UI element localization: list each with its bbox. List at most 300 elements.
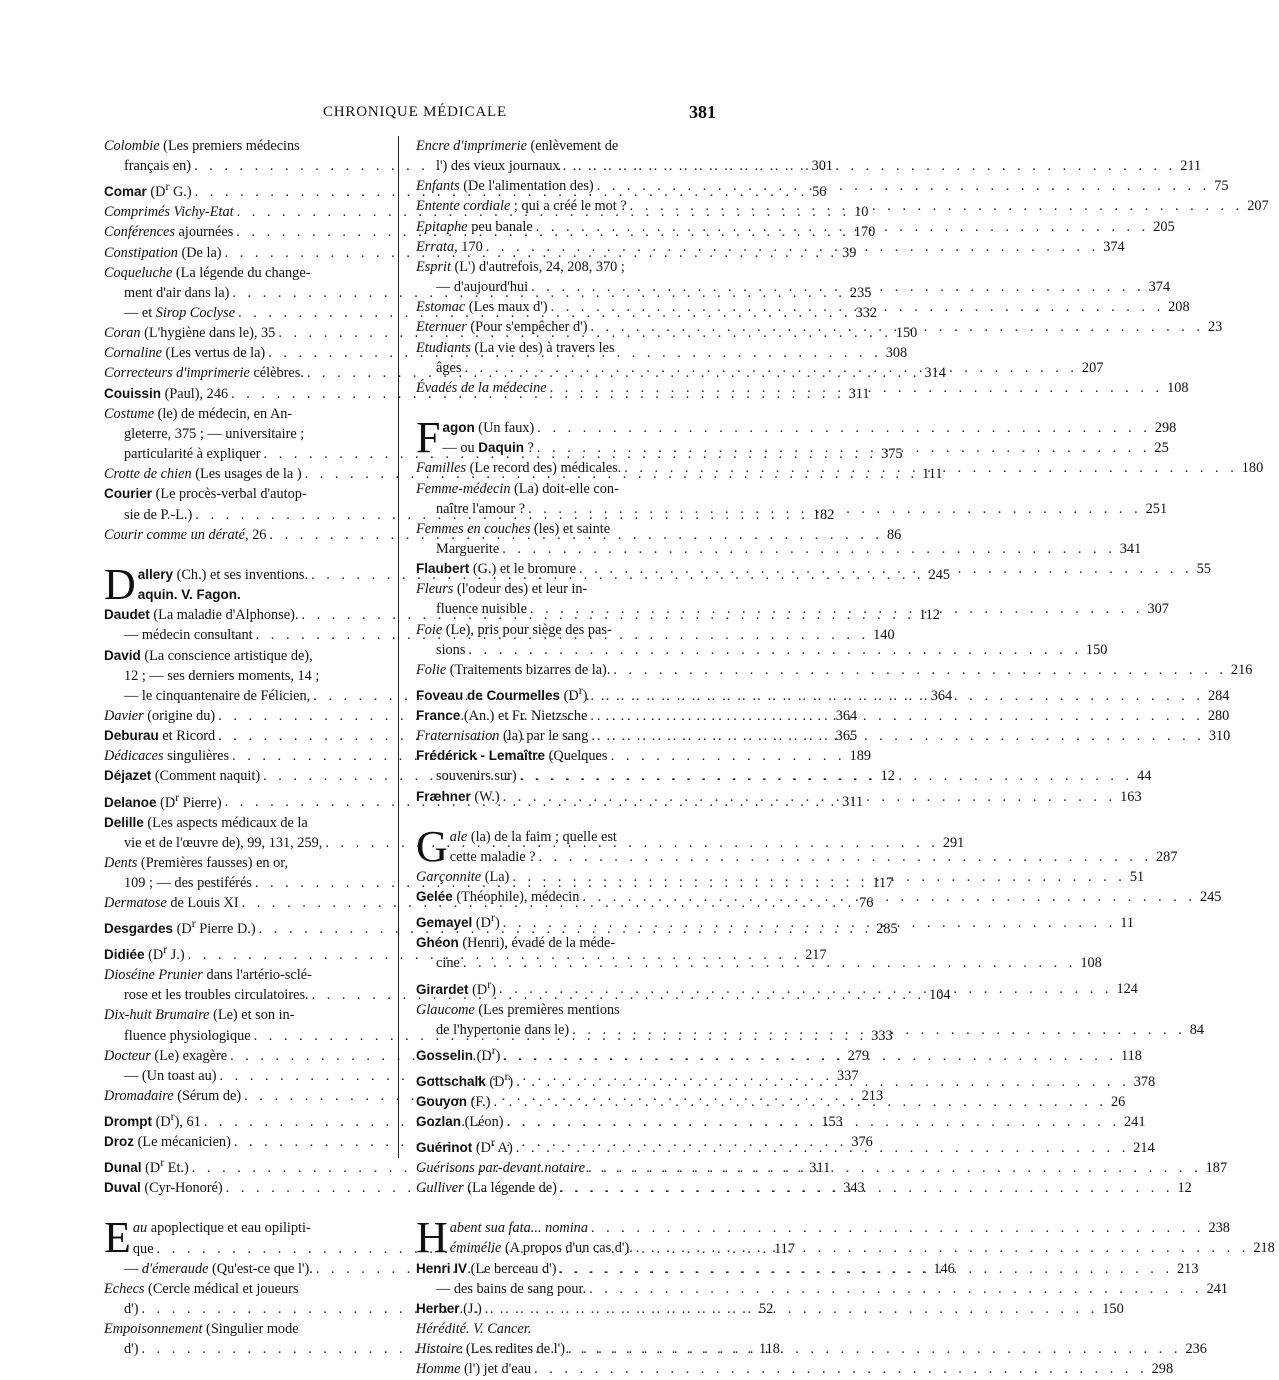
- index-entry-line: [416, 539, 1142, 559]
- entry-text: Hérédité. V. Cancer.: [416, 1321, 532, 1338]
- entry-text: Daudet (La maladie d'Alphonse).: [104, 607, 299, 624]
- entry-page-number: 52: [759, 1301, 774, 1318]
- entry-text: Comar ($D^r$ G.): [104, 179, 192, 201]
- entry-text: Frédérick - Lemaître (Quelques: [416, 748, 608, 765]
- dot-leader: [565, 1339, 1182, 1359]
- dot-leader: [499, 539, 1116, 559]
- entry-page-number: 241: [1124, 1113, 1146, 1130]
- index-entry-line: [416, 660, 1253, 680]
- entry-text: Empoisonnement (Singulier mode: [104, 1321, 299, 1338]
- entry-text: 12 ; — ses derniers moments, 14 ;: [124, 667, 320, 684]
- entry-page-number: 251: [1145, 500, 1168, 517]
- entry-text: — d'émeraude (Qu'est-ce que l').: [124, 1260, 313, 1277]
- entry-text: gleterre, 375 ; — universitaire ;: [124, 425, 305, 442]
- entry-text: Fræhner (W.): [416, 788, 500, 805]
- index-entry-line: [104, 484, 386, 504]
- entry-page-number: 298: [1154, 420, 1177, 437]
- entry-text: Deburau et Ricord: [104, 728, 216, 745]
- entry-text: Guérisons par-devant notaire: [416, 1159, 586, 1176]
- entry-text: Drompt $(D^r)$, 61: [104, 1109, 201, 1131]
- entry-text: — d'aujourd'hui: [436, 279, 529, 296]
- entry-text: Dunal ($D^r$ Et.): [104, 1155, 189, 1177]
- entry-page-number: 104: [929, 987, 951, 1004]
- entry-text: fluence nuisible: [436, 601, 527, 618]
- dot-leader: [610, 660, 1227, 680]
- entry-page-number: 187: [1205, 1159, 1228, 1176]
- entry-text: Conférences ajournées: [104, 224, 234, 241]
- entry-text: Droz (Le mécanicien): [104, 1134, 231, 1151]
- index-entry-line: [104, 666, 386, 686]
- entry-text: Gulliver (La légende de): [416, 1180, 557, 1197]
- column-divider: [398, 136, 399, 1158]
- entry-page-number: 140: [873, 627, 895, 644]
- index-entry-line: [449, 847, 1178, 867]
- entry-page-number: 205: [1153, 218, 1175, 235]
- entry-page-number: 375: [881, 446, 903, 463]
- entry-text: Crotte de chien (Les usages de la ): [104, 466, 302, 483]
- index-entry: [416, 257, 700, 277]
- drop-initial: H: [416, 1213, 448, 1263]
- drop-initial: F: [416, 413, 441, 463]
- entry-page-number: 235: [849, 284, 872, 301]
- entry-text: Évadés de la médecine: [416, 379, 547, 396]
- entry-text: naître l'amour ?: [436, 500, 526, 517]
- page-header: [0, 104, 800, 126]
- index-entry-line: [416, 338, 700, 358]
- dot-leader: [460, 953, 1077, 973]
- entry-text: Courir comme un dératé, 26: [104, 526, 267, 543]
- letter-section-gap: [416, 398, 700, 418]
- index-entry-line: [442, 418, 1177, 438]
- index-entry-line: [416, 479, 700, 499]
- entry-page-number: 311: [848, 385, 870, 402]
- letter-section-gap: [104, 1198, 386, 1218]
- index-entry-line: [416, 620, 700, 640]
- entry-text: Didiée ($D^r$ J.): [104, 942, 185, 963]
- dot-leader: [587, 706, 1204, 726]
- entry-page-number: 11: [1120, 915, 1134, 932]
- dot-leader: [517, 766, 1134, 786]
- entry-page-number: 213: [861, 1088, 884, 1105]
- entry-text: ment d'air dans la): [124, 284, 230, 301]
- dot-leader: [534, 438, 1151, 458]
- entry-page-number: 279: [847, 1047, 870, 1064]
- entry-text: aquin. V. Fagon.: [137, 587, 241, 603]
- dot-leader: [576, 559, 1193, 579]
- dot-leader: [557, 1178, 1174, 1198]
- entry-page-number: 51: [1129, 869, 1145, 886]
- index-entry: [416, 1359, 1174, 1379]
- dot-leader: [534, 418, 1151, 438]
- entry-text: Homme (l') jet d'eau: [416, 1361, 532, 1378]
- entry-page-number: 170: [853, 224, 876, 241]
- entry-page-number: 189: [849, 748, 872, 765]
- index-entry-line: [104, 965, 386, 985]
- entry-page-number: 84: [1189, 1021, 1205, 1038]
- dot-leader: [594, 176, 1211, 196]
- entry-page-number: 44: [1137, 768, 1152, 785]
- index-entry-line: [104, 263, 386, 283]
- entry-page-number: 280: [1207, 707, 1230, 724]
- entry-text: Duval (Cyr-Honoré): [104, 1180, 223, 1197]
- entry-text: France (An.) et Fr. Nietzsche: [416, 707, 588, 724]
- entry-page-number: 245: [1199, 889, 1222, 906]
- entry-text: Enfants (De l'alimentation des): [416, 178, 594, 195]
- dot-leader: [500, 787, 1117, 807]
- index-entry-line: [450, 827, 700, 847]
- entry-page-number: 364: [835, 707, 858, 724]
- entry-page-number: 238: [1208, 1220, 1230, 1237]
- entry-text: l') des vieux journaux: [436, 158, 560, 175]
- entry-text: Couissin (Paul), 246: [104, 385, 229, 402]
- entry-page-number: 378: [1133, 1073, 1156, 1090]
- entry-text: émimélie (A propos d'un cas d').: [449, 1240, 633, 1257]
- entry-text: que: [132, 1240, 154, 1257]
- entry-text: Gemayel $(D^r)$: [416, 910, 500, 932]
- entry-text: cette maladie ?: [449, 848, 536, 865]
- dot-leader: [585, 1158, 1202, 1178]
- index-entry-line: [416, 257, 700, 277]
- dot-leader: [633, 1238, 1250, 1258]
- dot-leader: [588, 1218, 1205, 1238]
- dot-leader: [560, 156, 1177, 176]
- entry-page-number: 25: [1154, 440, 1169, 457]
- entry-text: Dermatose de Louis XI: [104, 895, 239, 912]
- index-entry-line: [104, 1319, 386, 1339]
- entry-text: Coran (L'hygiène dans le), 35: [104, 325, 276, 342]
- entry-text: au apoplectique et eau opilipti-: [132, 1220, 311, 1237]
- index-entry-line: [104, 404, 386, 424]
- entry-text: Docteur (Le) exagère: [104, 1047, 228, 1064]
- entry-page-number: 118: [759, 1341, 780, 1358]
- entry-page-number: 180: [1241, 460, 1264, 477]
- entry-page-number: 311: [809, 1160, 831, 1177]
- index-entry-line: [104, 136, 386, 156]
- entry-text: Flaubert (G.) et le bromure: [416, 561, 577, 578]
- index-entry-line: [104, 646, 386, 666]
- dot-leader: [525, 499, 1142, 519]
- dot-leader: [579, 887, 1196, 907]
- entry-text: cine: [436, 955, 460, 972]
- entry-text: Foveau de Courmelles $(D^r)$: [416, 683, 588, 704]
- index-entry: [416, 1279, 1229, 1299]
- entry-page-number: 291: [942, 834, 965, 851]
- dot-leader: [531, 1359, 1148, 1379]
- entry-text: Dédicaces singulières: [104, 748, 230, 765]
- entry-text: Gelée (Théophile), médecin: [416, 889, 580, 906]
- entry-page-number: 310: [1208, 728, 1231, 745]
- entry-page-number: 298: [1151, 1361, 1174, 1378]
- entry-page-number: 108: [1080, 955, 1102, 972]
- entry-text: Femme-médecin (La) doit-elle con-: [416, 480, 619, 497]
- entry-text: Estomac (Les maux d'): [416, 299, 548, 316]
- entry-text: Femmes en couches (les) et sainte: [416, 520, 611, 537]
- entry-text: d'): [124, 1341, 139, 1358]
- entry-page-number: 241: [1206, 1280, 1229, 1297]
- dot-leader: [500, 913, 1117, 933]
- index-entry: [416, 1319, 700, 1339]
- entry-text: allery (Ch.) et ses inventions.: [137, 566, 309, 583]
- index-entry: [416, 660, 1253, 680]
- dot-leader: [496, 979, 1113, 999]
- entry-text: de l'hypertonie dans le): [436, 1021, 570, 1038]
- drop-initial: E: [104, 1213, 131, 1263]
- letter-section-gap: [416, 807, 700, 827]
- entry-page-number: 341: [1119, 540, 1142, 557]
- dot-leader: [527, 599, 1144, 619]
- entry-page-number: 108: [1167, 379, 1189, 396]
- dot-leader: [569, 1020, 1186, 1040]
- dot-leader: [465, 640, 1082, 660]
- dot-leader: [500, 1046, 1117, 1066]
- entry-text: Dix-huit Brumaire (Le) et son in-: [104, 1007, 295, 1024]
- drop-initial: D: [104, 559, 136, 609]
- entry-text: sie de P.-L.): [124, 506, 193, 523]
- entry-page-number: 112: [918, 607, 940, 624]
- entry-page-number: 284: [1207, 687, 1230, 704]
- entry-page-number: 337: [837, 1067, 859, 1084]
- entry-text: Ghéon (Henri), évadé de la méde-: [416, 935, 616, 952]
- index-entry-line: [416, 1359, 1174, 1379]
- index-entry-line: [416, 746, 700, 766]
- dot-leader: [557, 1259, 1174, 1279]
- index-entry-line: [104, 424, 386, 444]
- entry-text: Folie (Traitements bizarres de la).: [416, 661, 611, 678]
- letter-section-gap: [416, 1198, 700, 1218]
- index-entry-line: [104, 1279, 386, 1299]
- dot-leader: [627, 196, 1244, 216]
- index-entry-line: [104, 853, 386, 873]
- entry-page-number: 365: [835, 728, 858, 745]
- entry-text: particularité à expliquer: [124, 446, 261, 463]
- entry-text: 109 ; — des pestiférés: [124, 875, 252, 891]
- dot-leader: [621, 458, 1238, 478]
- entry-page-number: 39: [842, 244, 857, 261]
- entry-text: — (Un toast au): [124, 1067, 217, 1084]
- dot-leader: [528, 277, 1145, 297]
- index-entry-line: [416, 1319, 700, 1339]
- dot-leader: [547, 378, 1164, 398]
- entry-text: Histoire (Les redites de l'): [416, 1341, 565, 1358]
- entry-page-number: 146: [933, 1260, 955, 1277]
- entry-text: fluence physiologique: [124, 1027, 251, 1044]
- entry-text: Eternuer (Pour s'empêcher d'): [416, 319, 588, 336]
- entry-text: Gozlan (Léon): [416, 1113, 504, 1130]
- dot-leader: [548, 297, 1165, 317]
- entry-text: Coqueluche (La légende du change-: [104, 264, 311, 281]
- index-entry-line: [133, 1218, 386, 1238]
- entry-page-number: 124: [1116, 981, 1138, 998]
- entry-text: Fraternisation (la) par le sang: [416, 728, 589, 745]
- entry-text: vie et de l'œuvre de), 99, 131, 259,: [124, 834, 323, 851]
- entry-page-number: 55: [1196, 561, 1211, 578]
- entry-text: Cornaline (Les vertus de la): [104, 345, 266, 362]
- entry-text: Delanoe ($D^r$ Pierre): [104, 789, 222, 811]
- entry-text: Gosselin $(D^r)$: [416, 1042, 501, 1064]
- entry-page-number: 111: [922, 466, 943, 483]
- index-entry-line: [416, 640, 1108, 660]
- entry-page-number: 374: [1148, 279, 1171, 296]
- entry-text: Dioséine Prunier dans l'artério-sclé-: [104, 967, 312, 984]
- entry-page-number: 301: [811, 158, 834, 175]
- entry-page-number: 307: [1147, 601, 1169, 618]
- dot-leader: [490, 1092, 1107, 1112]
- entry-text: Guérinot ($D^r$ A): [416, 1135, 513, 1156]
- entry-text: Desgardes ($D^r$ Pierre D.): [104, 916, 256, 938]
- entry-text: Constipation (De la): [104, 244, 222, 261]
- index-entry-line: [416, 933, 700, 953]
- dot-leader: [513, 1138, 1130, 1158]
- entry-page-number: 75: [1214, 178, 1229, 195]
- entry-text: Epitaphe peu banale: [416, 218, 533, 235]
- entry-text: Familles (Le record des) médicales.: [416, 460, 622, 477]
- entry-page-number: 56: [812, 184, 827, 201]
- letter-section-gap: [104, 545, 386, 565]
- index-entry-line: [416, 136, 700, 156]
- entry-text: Comprimés Vichy-Etat: [104, 204, 234, 221]
- entry-text: français en): [124, 158, 192, 175]
- entry-page-number: 150: [895, 325, 918, 342]
- entry-page-number: 182: [812, 506, 835, 523]
- entry-text: Henri IV (Le berceau d'): [416, 1260, 557, 1277]
- entry-text: Foie (Le), pris pour siège des pas-: [416, 621, 612, 638]
- entry-page-number: 218: [1253, 1240, 1275, 1257]
- entry-text: Courier (Le procès-verbal d'autop-: [104, 486, 307, 503]
- dot-leader: [513, 1072, 1130, 1092]
- index-entry-line: [416, 1000, 700, 1020]
- entry-page-number: 376: [851, 1134, 873, 1151]
- index-entry-line: [449, 1218, 1230, 1238]
- entry-page-number: 333: [871, 1027, 893, 1044]
- entry-text: Fleurs (l'odeur des) et leur in-: [416, 581, 588, 598]
- entry-page-number: 245: [928, 566, 951, 583]
- entry-page-number: 211: [1180, 158, 1202, 175]
- entry-page-number: 150: [1102, 1300, 1124, 1317]
- dot-leader: [504, 1112, 1121, 1132]
- entry-page-number: 150: [1085, 641, 1108, 658]
- entry-page-number: 216: [1230, 661, 1253, 678]
- dot-leader: [588, 317, 1205, 337]
- entry-text: Dromadaire (Sérum de): [104, 1088, 242, 1105]
- index-entry-line: [138, 585, 386, 605]
- entry-text: rose et les troubles circulatoires.: [124, 987, 309, 1004]
- entry-text: Gottschalk $(D^r)$: [416, 1068, 514, 1090]
- entry-text: ale (la) de la faim ; quelle est: [449, 828, 617, 845]
- entry-text: Esprit (L') d'autrefois, 24, 208, 370 ;: [416, 258, 625, 275]
- entry-page-number: 332: [855, 305, 878, 322]
- drop-initial: G: [416, 821, 448, 871]
- entry-page-number: 285: [876, 921, 898, 938]
- entry-text: Marguerite: [436, 540, 500, 557]
- entry-text: — et Sirop Coclyse: [124, 305, 236, 322]
- entry-text: Entente cordiale ; qui a créé le mot ?: [416, 198, 627, 215]
- entry-text: Herber (J.): [416, 1300, 482, 1317]
- page-number: 381: [689, 102, 716, 122]
- entry-page-number: 213: [1177, 1260, 1199, 1277]
- entry-page-number: 86: [886, 526, 902, 543]
- dot-leader: [536, 847, 1153, 867]
- entry-text: Echecs (Cercle médical et joueurs: [104, 1280, 299, 1297]
- index-entry-line: [416, 579, 700, 599]
- entry-text: abent sua fata... nomina: [449, 1220, 588, 1237]
- entry-page-number: 207: [1081, 359, 1104, 376]
- entry-page-number: 12: [1177, 1180, 1192, 1197]
- entry-page-number: 207: [1247, 198, 1269, 215]
- entry-page-number: 314: [924, 365, 946, 382]
- entry-page-number: 374: [1103, 238, 1125, 255]
- entry-page-number: 26: [1111, 1093, 1126, 1110]
- entry-text: Gouyon (F.): [416, 1093, 491, 1110]
- entry-page-number: 163: [1120, 788, 1142, 805]
- entry-page-number: 76: [859, 895, 874, 912]
- dot-leader: [482, 1299, 1099, 1319]
- entry-text: Costume (le) de médecin, en An-: [104, 405, 293, 422]
- entry-text: Girardet $(D^r)$: [416, 976, 496, 998]
- dot-leader: [587, 686, 1204, 706]
- entry-text: — ou Daquin ?: [442, 440, 534, 457]
- entry-text: — médecin consultant: [124, 627, 253, 644]
- dot-leader: [588, 726, 1205, 746]
- entry-text: sions: [436, 641, 466, 658]
- index-entry-line: [104, 1005, 386, 1025]
- dot-leader: [586, 1279, 1203, 1299]
- index-entry-line: [416, 519, 700, 539]
- entry-page-number: 12: [880, 768, 895, 785]
- entry-text: âges: [436, 359, 462, 376]
- entry-page-number: 10: [854, 204, 869, 221]
- entry-text: Glaucome (Les premières mentions: [416, 1001, 620, 1018]
- entry-text: Delille (Les aspects médicaux de la: [104, 814, 308, 831]
- entry-page-number: 217: [805, 947, 827, 963]
- entry-text: souvenirs sur): [436, 768, 517, 785]
- entry-text: Colombie (Les premiers médecins: [104, 138, 300, 154]
- entry-text: Etudiants (La vie des) à travers les: [416, 339, 615, 356]
- entry-text: Correcteurs d'imprimerie célèbres.: [104, 365, 304, 382]
- running-head: CHRONIQUE MÉDICALE: [323, 104, 507, 120]
- entry-text: Dents (Premières fausses) en or,: [104, 854, 289, 871]
- entry-page-number: 364: [930, 687, 953, 704]
- entry-page-number: 311: [842, 794, 864, 811]
- entry-page-number: 236: [1185, 1341, 1207, 1358]
- entry-text: David (La conscience artistique de),: [104, 647, 313, 664]
- entry-page-number: 153: [821, 1114, 843, 1131]
- entry-page-number: 287: [1156, 848, 1178, 865]
- dot-leader: [509, 867, 1126, 887]
- index-entry-line: [104, 813, 386, 833]
- dot-leader: [461, 358, 1078, 378]
- dot-leader: [533, 217, 1150, 237]
- entry-text: agon (Un faux): [442, 420, 535, 437]
- entry-text: Garçonnite (La): [416, 869, 510, 886]
- entry-page-number: 23: [1208, 319, 1223, 336]
- entry-page-number: 214: [1133, 1139, 1155, 1156]
- entry-text: Déjazet (Comment naquit): [104, 768, 261, 785]
- dot-leader: [483, 237, 1100, 257]
- entry-text: Errata, 170: [416, 238, 483, 255]
- entry-text: Davier (origine du): [104, 707, 216, 724]
- entry-text: — des bains de sang pour.: [436, 1280, 587, 1297]
- entry-text: d'): [124, 1301, 139, 1318]
- entry-page-number: 343: [843, 1180, 865, 1197]
- entry-page-number: 117: [774, 1240, 795, 1257]
- entry-text: Encre d'imprimerie (enlèvement de: [416, 138, 619, 154]
- entry-text: — le cinquantenaire de Félicien,: [124, 687, 311, 704]
- entry-page-number: 308: [885, 345, 908, 362]
- entry-page-number: 117: [872, 875, 894, 891]
- entry-page-number: 118: [1120, 1047, 1142, 1064]
- entry-page-number: 208: [1168, 299, 1190, 316]
- index-entry-line: [416, 1279, 1229, 1299]
